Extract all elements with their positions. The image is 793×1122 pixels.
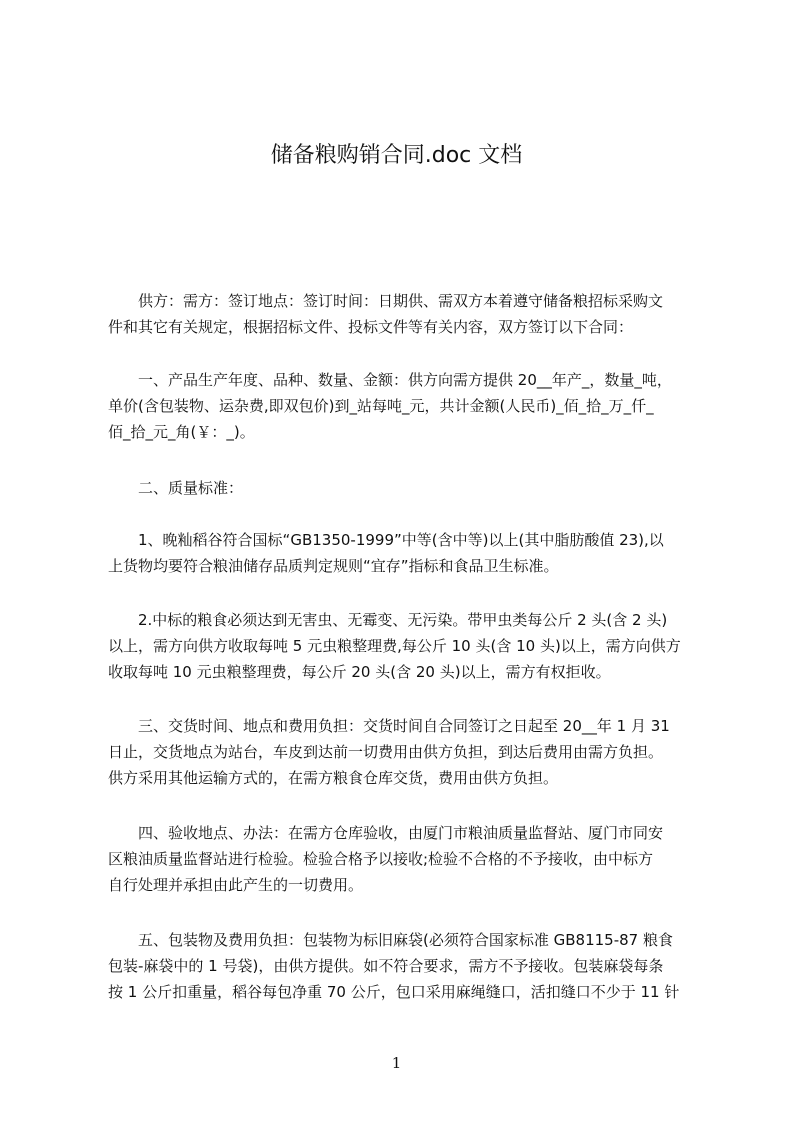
text-line: 区粮油质量监督站进行检验。检验合格予以接收;检验不合格的不予接收，由中标方 xyxy=(108,850,654,868)
paragraph-quality-1 xyxy=(108,527,703,579)
text-line: 日止，交货地点为站台，车皮到达前一切费用由供方负担，到达后费用由需方负担。 xyxy=(108,743,664,761)
paragraph-section-3 xyxy=(108,713,703,791)
text-line: 二、质量标准： xyxy=(108,479,244,497)
text-line: 佰_拾_元_角(￥：_)。 xyxy=(108,423,255,441)
paragraph-quality-2 xyxy=(108,607,703,685)
text-line: 五、包装物及费用负担：包装物为标旧麻袋(必须符合国家标准 GB8115-87 粮食 xyxy=(108,931,673,949)
text-line: 包装-麻袋中的 1 号袋)，由供方提供。如不符合要求，需方不予接收。包装麻袋每条 xyxy=(108,957,664,975)
text-line: 以上，需方向供方收取每吨 5 元虫粮整理费,每公斤 10 头(含 10 头)以上，需方向供方 xyxy=(108,637,681,655)
text-line: 按 1 公斤扣重量，稻谷每包净重 70 公斤，包口采用麻绳缝口，活扣缝口不少于 11 针 xyxy=(108,983,680,1001)
text-line: 四、验收地点、办法：在需方仓库验收，由厦门市粮油质量监督站、厦门市同安 xyxy=(108,824,664,842)
text-line: 自行处理并承担由此产生的一切费用。 xyxy=(108,876,364,894)
text-line: 1、晚籼稻谷符合国标“GB1350-1999”中等(含中等)以上(其中脂肪酸值 23),以 xyxy=(108,531,664,549)
text-line: 上货物均要符合粮油储存品质判定规则“宜存”指标和食品卫生标准。 xyxy=(108,557,559,575)
text-line: 供方采用其他运输方式的，在需方粮食仓库交货，费用由供方负担。 xyxy=(108,769,559,787)
paragraph-section-5 xyxy=(108,927,703,1005)
text-line: 2.中标的粮食必须达到无害虫、无霉变、无污染。带甲虫类每公斤 2 头(含 2 头) xyxy=(108,611,668,629)
paragraph-section-1 xyxy=(108,367,703,445)
text-line: 收取每吨 10 元虫粮整理费，每公斤 20 头(含 20 头)以上，需方有权拒收。 xyxy=(108,663,611,681)
paragraph-parties xyxy=(108,288,703,340)
text-line: 件和其它有关规定，根据招标文件、投标文件等有关内容，双方签订以下合同： xyxy=(108,318,634,336)
text-line: 供方：需方：签订地点：签订时间：日期供、需双方本着遵守储备粮招标采购文 xyxy=(108,292,664,310)
text-line: 单价(含包装物、运杂费,即双包价)到_站每吨_元，共计金额(人民币)_佰_拾_万_仟_ xyxy=(108,397,654,415)
text-line: 一、产品生产年度、品种、数量、金额：供方向需方提供 20__年产_，数量_吨， xyxy=(108,371,672,389)
paragraph-section-2-heading xyxy=(108,475,703,501)
document-title: 储备粮购销合同.doc 文档 xyxy=(270,143,523,168)
paragraph-section-4 xyxy=(108,820,703,898)
text-line: 三、交货时间、地点和费用负担：交货时间自合同签订之日起至 20__年 1 月 31 xyxy=(108,717,670,735)
page-number: 1 xyxy=(391,1054,402,1072)
